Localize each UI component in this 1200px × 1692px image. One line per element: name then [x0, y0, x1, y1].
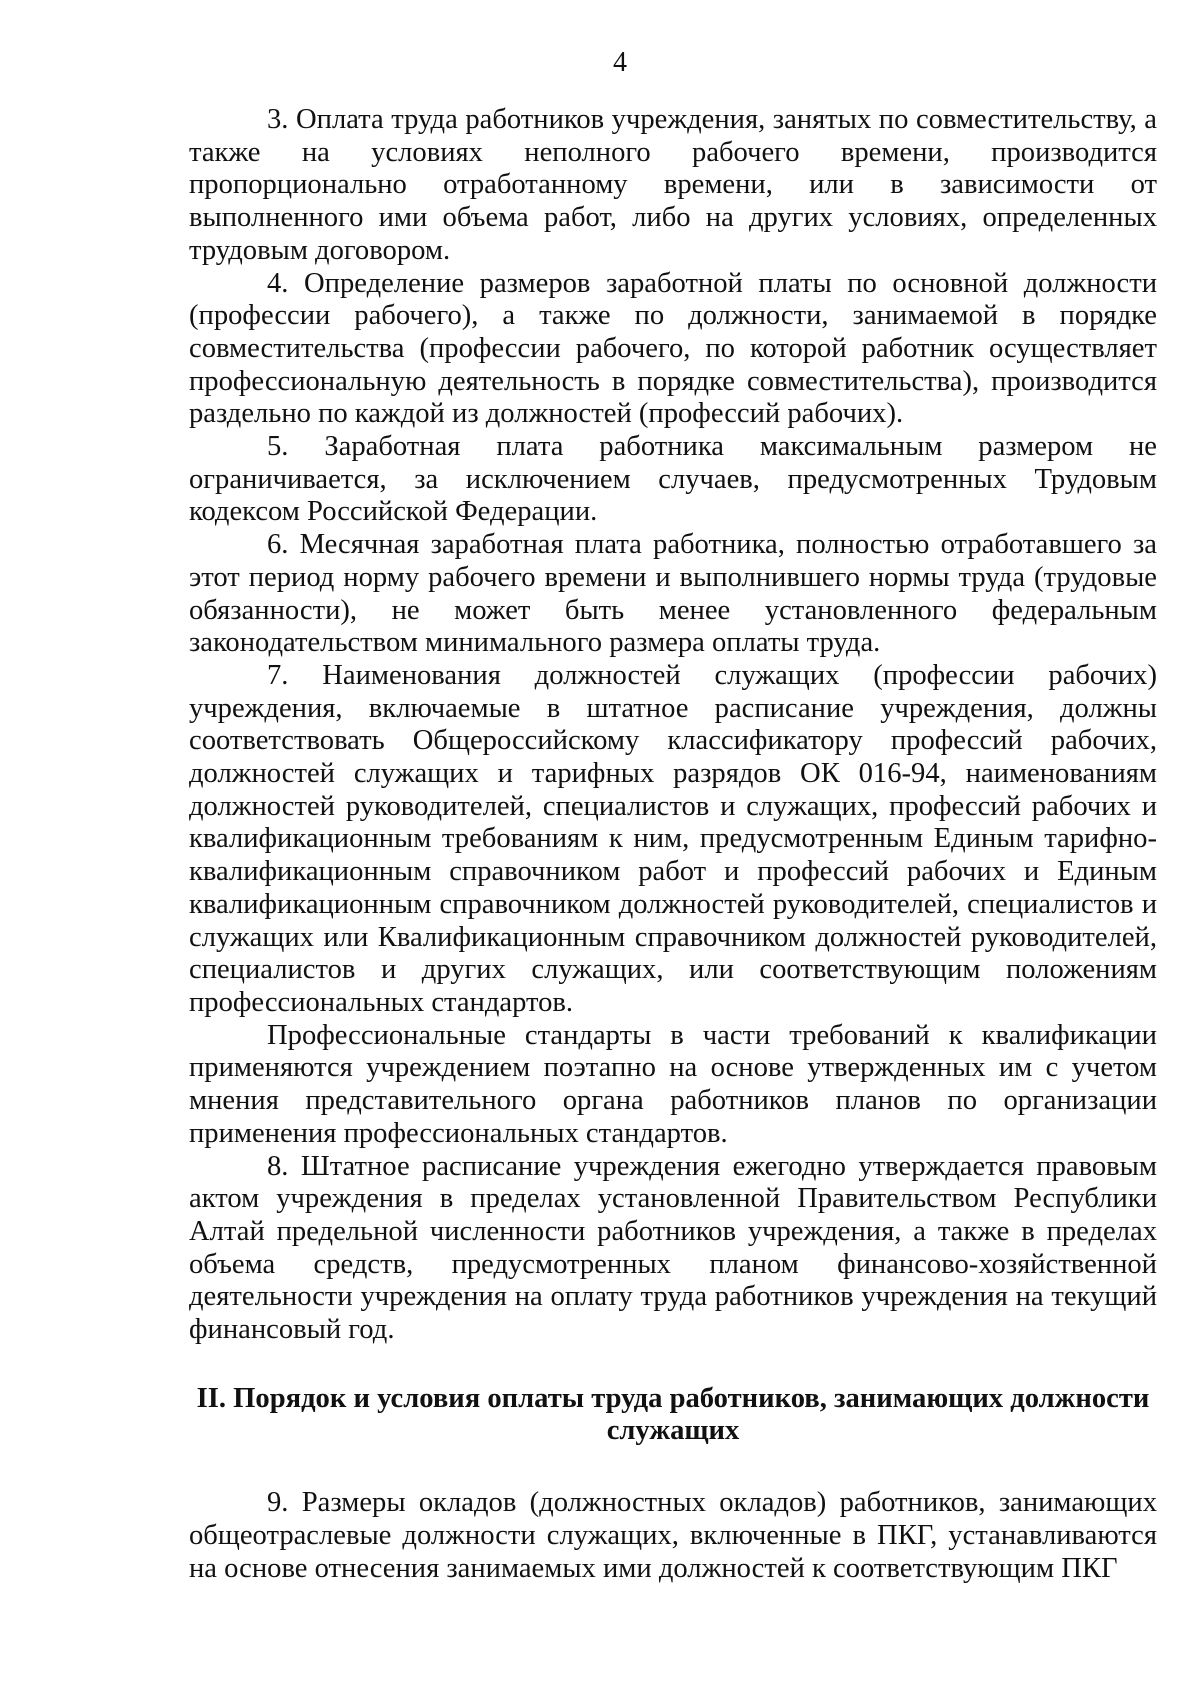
page-number: 4	[613, 47, 627, 78]
paragraph-6: 6. Месячная заработная плата работника, полностью отработавшего за этот период норму рабочего времени и выполнившего нормы труда (трудовые обязанности), не может быть менее установленного федеральным законодательством минимального размера оплаты труда.	[189, 529, 1157, 659]
paragraph-3: 3. Оплата труда работников учреждения, занятых по совместительству, а также на условиях неполного рабочего времени, производится пропорционально отработанному времени, или в зависимости от выполненного ими объема работ, либо на других условиях, определенных трудовым договором.	[189, 104, 1157, 266]
paragraph-5: 5. Заработная плата работника максимальным размером не ограничивается, за исключением случаев, предусмотренных Трудовым кодексом Российской Федерации.	[189, 431, 1157, 528]
document-body	[189, 104, 1157, 1585]
paragraph-8: 8. Штатное расписание учреждения ежегодно утверждается правовым актом учреждения в пределах установленной Правительством Республики Алтай предельной численности работников учреждения, а также в пределах объема средств, предусмотренных планом финансово-хозяйственной деятельности учреждения на оплату труда работников учреждения на текущий финансовый год.	[189, 1150, 1157, 1346]
section-heading-line-1: II. Порядок и условия оплаты труда работников, занимающих должности	[196, 1382, 1150, 1414]
paragraph-9: 9. Размеры окладов (должностных окладов) работников, занимающих общеотраслевые должности служащих, включенные в ПКГ, устанавливаются на основе отнесения занимаемых ими должностей к соответствующим ПКГ	[189, 1487, 1157, 1584]
paragraph-7-standards: Профессиональные стандарты в части требований к квалификации применяются учреждением поэтапно на основе утвержденных им с учетом мнения представительного органа работников планов по организации применения профессиональных стандартов.	[189, 1019, 1157, 1149]
section-heading	[189, 1383, 1157, 1448]
paragraph-7: 7. Наименования должностей служащих (профессии рабочих) учреждения, включаемые в штатное расписание учреждения, должны соответствовать Общероссийскому классификатору профессий рабочих, должностей служащих и тарифных разрядов ОК 016-94, наименованиям должностей руководителей, специалистов и служащих, профессий рабочих и квалификационным требованиям к ним, предусмотренным Единым тарифно-квалификационным справочником работ и профессий рабочих и Единым квалификационным справочником должностей руководителей, специалистов и служащих или Квалификационным справочником должностей руководителей, специалистов и других служащих, или соответствующим положениям профессиональных стандартов.	[189, 659, 1157, 1018]
section-heading-line-2: служащих	[606, 1415, 740, 1447]
paragraph-4: 4. Определение размеров заработной платы по основной должности (профессии рабочего), а также по должности, занимаемой в порядке совместительства (профессии рабочего, по которой работник осуществляет профессиональную деятельность в порядке совместительства), производится раздельно по каждой из должностей (профессий рабочих).	[189, 267, 1157, 430]
